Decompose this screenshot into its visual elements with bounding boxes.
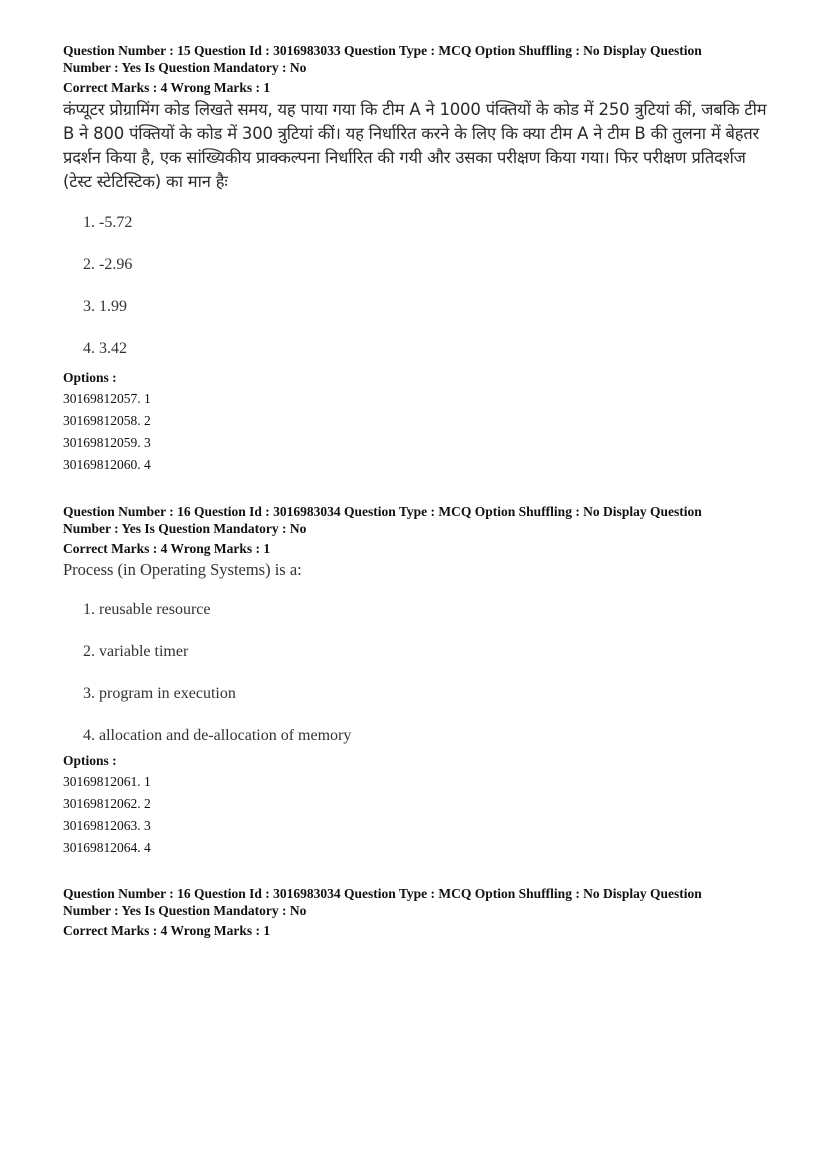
choice-item: 3. program in execution [83, 685, 236, 702]
choice-list [63, 202, 773, 370]
question-text: कंप्यूटर प्रोग्रामिंग कोड लिखते समय, यह पाया गया कि टीम A ने 1000 पंक्तियों के कोड में 250 त्रुटियां कीं, जबकि टीम B ने 800 पंक्तियों के कोड में 300 त्रुटियां कीं। यह निर्धारित करने के लिए कि क्या टीम A ने टीम B की तुलना में बेहतर प्रदर्शन किया है, एक सांख्यिकीय प्राक्कल्पना निर्धारित की गयी और उसका परीक्षण किया गया। फिर परीक्षण प्रतिदर्शज (टेस्ट स्टेटिस्टिक) का मान हैः [63, 100, 767, 191]
question-header-continued: Number : Yes Is Question Mandatory : No [63, 903, 307, 918]
choice-item: 1. reusable resource [83, 601, 211, 618]
option-id-row: 30169812057. 1 [63, 391, 151, 406]
option-id-row: 30169812064. 4 [63, 840, 151, 855]
options-label: Options : [63, 370, 117, 385]
choice-list [63, 589, 773, 757]
option-id-row: 30169812061. 1 [63, 774, 151, 789]
choice-item: 4. allocation and de-allocation of memory [83, 727, 352, 744]
question-header-continued: Number : Yes Is Question Mandatory : No [63, 60, 307, 75]
options-section [63, 368, 773, 476]
option-id-row: 30169812058. 2 [63, 413, 151, 428]
question-header: Question Number : 16 Question Id : 3016983034 Question Type : MCQ Option Shuffling : No Display Question [63, 886, 702, 901]
question-block [63, 503, 773, 757]
question-header: Question Number : 15 Question Id : 3016983033 Question Type : MCQ Option Shuffling : No Display Question [63, 43, 702, 58]
options-section [63, 751, 773, 859]
choice-item: 1. -5.72 [83, 214, 133, 231]
question-block [63, 885, 773, 939]
option-id-row: 30169812062. 2 [63, 796, 151, 811]
question-marks: Correct Marks : 4 Wrong Marks : 1 [63, 541, 271, 556]
choice-item: 3. 1.99 [83, 298, 127, 315]
question-header-continued: Number : Yes Is Question Mandatory : No [63, 521, 307, 536]
choice-item: 4. 3.42 [83, 340, 127, 357]
question-block [63, 42, 773, 370]
choice-item: 2. -2.96 [83, 256, 133, 273]
question-text: Process (in Operating Systems) is a: [63, 560, 302, 579]
option-id-row: 30169812063. 3 [63, 818, 151, 833]
option-id-row: 30169812060. 4 [63, 457, 151, 472]
option-id-row: 30169812059. 3 [63, 435, 151, 450]
options-label: Options : [63, 753, 117, 768]
choice-item: 2. variable timer [83, 643, 189, 660]
question-header: Question Number : 16 Question Id : 3016983034 Question Type : MCQ Option Shuffling : No Display Question [63, 504, 702, 519]
question-marks: Correct Marks : 4 Wrong Marks : 1 [63, 80, 271, 95]
question-marks: Correct Marks : 4 Wrong Marks : 1 [63, 923, 271, 938]
